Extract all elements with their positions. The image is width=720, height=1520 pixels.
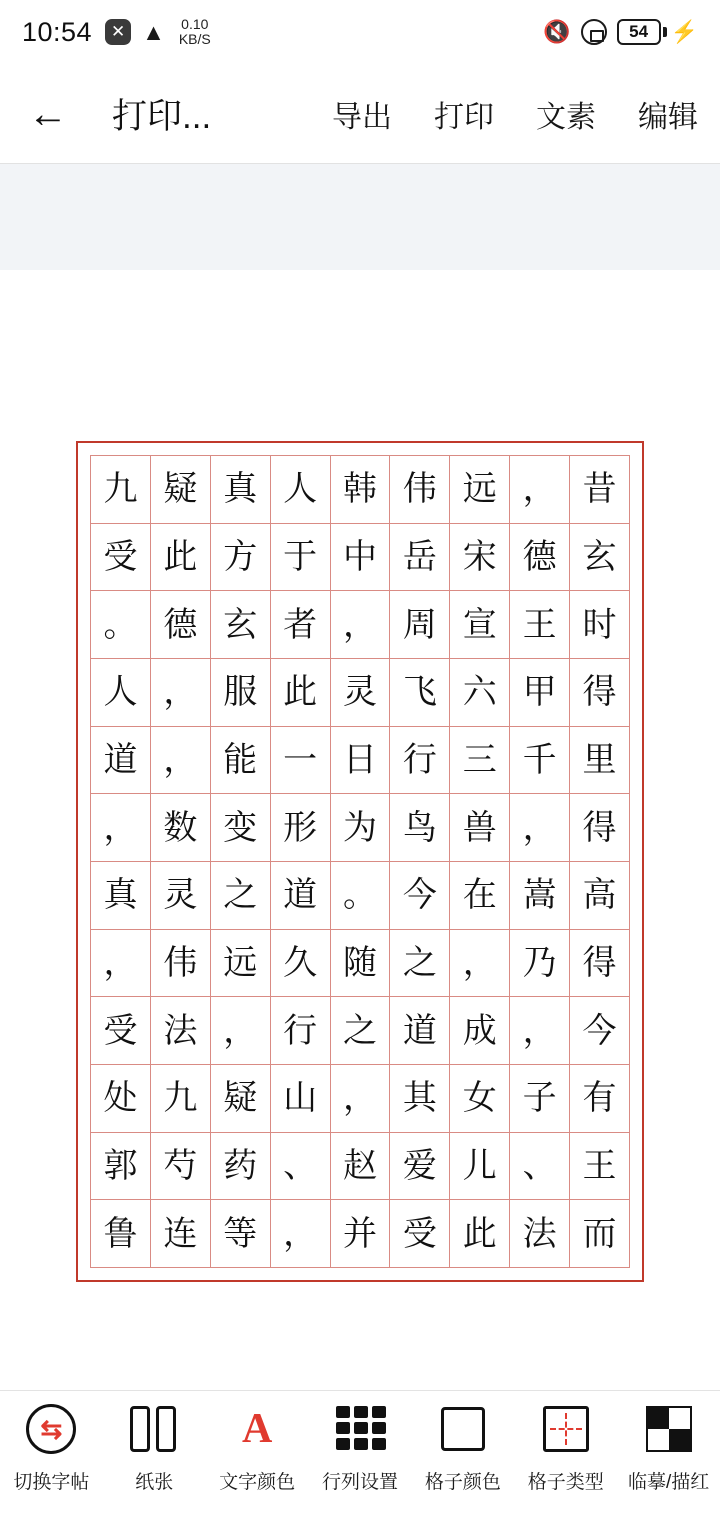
grid-cell[interactable]: 。 [331,862,391,930]
grid-cell[interactable]: 受 [91,997,151,1065]
grid-cell[interactable]: 九 [151,1065,211,1133]
grid-cell[interactable]: 今 [570,997,630,1065]
grid-cell[interactable]: 药 [211,1133,271,1201]
tracing-mode-icon [646,1403,692,1455]
grid-cell[interactable]: 玄 [211,591,271,659]
tool-label-rows-columns: 行列设置 [322,1472,399,1493]
grid-cell[interactable]: ， [91,930,151,998]
grid-cell[interactable]: 女 [450,1065,510,1133]
grid-cell[interactable]: 数 [151,794,211,862]
grid-cell[interactable]: 芍 [151,1133,211,1201]
bottom-toolbar [0,1390,720,1520]
grid-cell[interactable]: 变 [211,794,271,862]
grid-cell[interactable]: 、 [510,1133,570,1201]
grid-cell[interactable]: 一 [271,727,331,795]
battery-percent: 54 [617,19,661,45]
nav-gesture-bar [0,1514,720,1520]
tool-switch-copybook[interactable] [0,1403,103,1494]
grid-cell[interactable]: 为 [331,794,391,862]
grid-cell[interactable]: ， [151,727,211,795]
battery-tip [663,27,667,37]
grid-cell[interactable]: 处 [91,1065,151,1133]
grid-cell[interactable]: ， [510,794,570,862]
grid-cell[interactable]: 受 [91,524,151,592]
x-icon: ✕ [105,19,131,45]
grid-cell[interactable]: 灵 [331,659,391,727]
grid-cell[interactable]: ， [91,794,151,862]
grid-cell[interactable]: 连 [151,1200,211,1268]
grid-cell[interactable]: 等 [211,1200,271,1268]
grid-cell[interactable]: ， [331,1065,391,1133]
grid-cell[interactable]: 儿 [450,1133,510,1201]
grid-cell[interactable]: 宋 [450,524,510,592]
grid-cell[interactable]: 宣 [450,591,510,659]
grid-cell[interactable]: 久 [271,930,331,998]
grid-cell[interactable]: 法 [510,1200,570,1268]
grid-cell[interactable]: 道 [271,862,331,930]
tool-grid-type[interactable] [514,1403,617,1494]
status-left-icons [105,17,211,47]
swap-copybook-icon: ⇆ [26,1403,76,1455]
grid-cell[interactable]: 得 [570,794,630,862]
grid-cell[interactable]: 而 [570,1200,630,1268]
grid-cell[interactable]: ， [450,930,510,998]
grid-cell[interactable]: 随 [331,930,391,998]
grid-cell[interactable]: 灵 [151,862,211,930]
app-bar [0,64,720,164]
grid-cell[interactable]: 真 [211,456,271,524]
data-rate-unit: KB/S [178,31,211,47]
copybook-sheet[interactable] [76,441,644,1282]
grid-cell[interactable]: 成 [450,997,510,1065]
battery-indicator [617,19,698,45]
grid-cell[interactable]: 此 [151,524,211,592]
grid-cell[interactable]: 日 [331,727,391,795]
tool-rows-columns[interactable] [309,1403,412,1494]
grid-cell[interactable]: 子 [510,1065,570,1133]
grid-cell[interactable]: 伟 [151,930,211,998]
grid-cell[interactable]: 行 [271,997,331,1065]
grid-cell[interactable]: 其 [390,1065,450,1133]
grid-cell[interactable]: 得 [570,930,630,998]
grid-cell[interactable]: 道 [390,997,450,1065]
data-rate [176,17,211,47]
grid-cell[interactable]: ， [331,591,391,659]
grid-cell[interactable]: 行 [390,727,450,795]
grid-cell[interactable]: 六 [450,659,510,727]
grid-cell[interactable]: 者 [271,591,331,659]
grid-cell[interactable]: 之 [390,930,450,998]
character-grid[interactable] [90,455,630,1268]
canvas-area[interactable] [0,164,720,1430]
grid-cell[interactable]: 于 [271,524,331,592]
grid-cell[interactable]: 人 [91,659,151,727]
tool-label-text-color: 文字颜色 [219,1472,296,1493]
grid-cell[interactable]: 德 [510,524,570,592]
app-bar-actions [332,92,698,136]
grid-cell[interactable]: 能 [211,727,271,795]
grid-cell[interactable]: 郭 [91,1133,151,1201]
grid-cell[interactable]: 形 [271,794,331,862]
grid-cell[interactable]: 飞 [390,659,450,727]
grid-cell[interactable]: 此 [271,659,331,727]
grid-cell[interactable]: 九 [91,456,151,524]
grid-cell[interactable]: 王 [510,591,570,659]
grid-cell[interactable]: 玄 [570,524,630,592]
status-bar [0,0,720,64]
grid-cell[interactable]: 里 [570,727,630,795]
status-time: 10:54 [22,16,93,47]
grid-cell[interactable]: 服 [211,659,271,727]
grid-cell[interactable]: 此 [450,1200,510,1268]
tool-grid-color[interactable] [411,1403,514,1494]
grid-cell[interactable]: 山 [271,1065,331,1133]
grid-cell[interactable]: 嵩 [510,862,570,930]
grid-cell[interactable]: 德 [151,591,211,659]
grid-cell[interactable]: 真 [91,862,151,930]
status-right-icons [543,19,698,45]
paper-preview[interactable] [0,270,720,1430]
grid-cell[interactable]: 远 [450,456,510,524]
grid-cell[interactable]: 兽 [450,794,510,862]
grid-cell[interactable]: ， [151,659,211,727]
grid-cell[interactable]: 赵 [331,1133,391,1201]
grid-cell[interactable]: 方 [211,524,271,592]
grid-cell[interactable]: 并 [331,1200,391,1268]
grid-cell[interactable]: 今 [390,862,450,930]
screen-rotation-lock-icon [581,19,607,45]
grid-cell[interactable]: 、 [271,1133,331,1201]
grid-type-icon [543,1403,589,1455]
back-arrow-icon[interactable]: ← [28,91,68,136]
action-edit[interactable]: 编辑 [638,100,698,134]
grid-cell[interactable]: ， [271,1200,331,1268]
wifi-icon: ▲ [142,18,165,45]
grid-cell[interactable]: 远 [211,930,271,998]
text-color-icon: A [241,1406,273,1452]
grid-cell[interactable]: 时 [570,591,630,659]
grid-cell[interactable]: 韩 [331,456,391,524]
paper-icon [130,1403,178,1455]
volume-mute-icon: 🔇 [543,19,571,44]
grid-cell[interactable]: 王 [570,1133,630,1201]
grid-cell[interactable]: 三 [450,727,510,795]
grid-cell[interactable]: 昔 [570,456,630,524]
grid-cell[interactable]: 疑 [211,1065,271,1133]
grid-cell[interactable]: 得 [570,659,630,727]
tool-label-switch-copybook: 切换字帖 [13,1472,90,1493]
grid-cell[interactable]: 甲 [510,659,570,727]
rows-columns-icon [336,1403,384,1455]
grid-cell[interactable]: 道 [91,727,151,795]
grid-cell[interactable]: 千 [510,727,570,795]
tool-label-paper: 纸张 [135,1472,174,1493]
tool-label-grid-color: 格子颜色 [424,1472,501,1493]
tool-tracing-mode[interactable] [617,1403,720,1494]
grid-cell[interactable]: 周 [390,591,450,659]
bolt-icon: ⚡ [670,19,698,44]
grid-cell[interactable]: 乃 [510,930,570,998]
action-text-material[interactable]: 文素 [536,100,596,134]
grid-cell[interactable]: 之 [331,997,391,1065]
grid-cell[interactable]: 中 [331,524,391,592]
grid-cell[interactable]: 。 [91,591,151,659]
grid-cell[interactable]: 之 [211,862,271,930]
tool-text-color[interactable] [206,1403,309,1494]
grid-cell[interactable]: 鸟 [390,794,450,862]
data-rate-value: 0.10 [181,16,209,32]
grid-cell[interactable]: ， [510,456,570,524]
grid-cell[interactable]: 人 [271,456,331,524]
grid-cell[interactable]: 鲁 [91,1200,151,1268]
grid-cell[interactable]: 岳 [390,524,450,592]
tool-label-grid-type: 格子类型 [527,1472,604,1493]
action-export[interactable]: 导出 [332,100,392,134]
tool-label-tracing-mode: 临摹/描红 [627,1472,710,1493]
tool-paper[interactable] [103,1403,206,1494]
page-title: 打印... [112,96,212,136]
grid-cell[interactable]: 爱 [390,1133,450,1201]
grid-color-icon [441,1403,485,1455]
grid-cell[interactable]: ， [211,997,271,1065]
grid-cell[interactable]: 有 [570,1065,630,1133]
grid-cell[interactable]: 疑 [151,456,211,524]
grid-cell[interactable]: 高 [570,862,630,930]
grid-cell[interactable]: 法 [151,997,211,1065]
action-print[interactable]: 打印 [434,100,494,134]
grid-cell[interactable]: 受 [390,1200,450,1268]
grid-cell[interactable]: 在 [450,862,510,930]
grid-cell[interactable]: ， [510,997,570,1065]
grid-cell[interactable]: 伟 [390,456,450,524]
